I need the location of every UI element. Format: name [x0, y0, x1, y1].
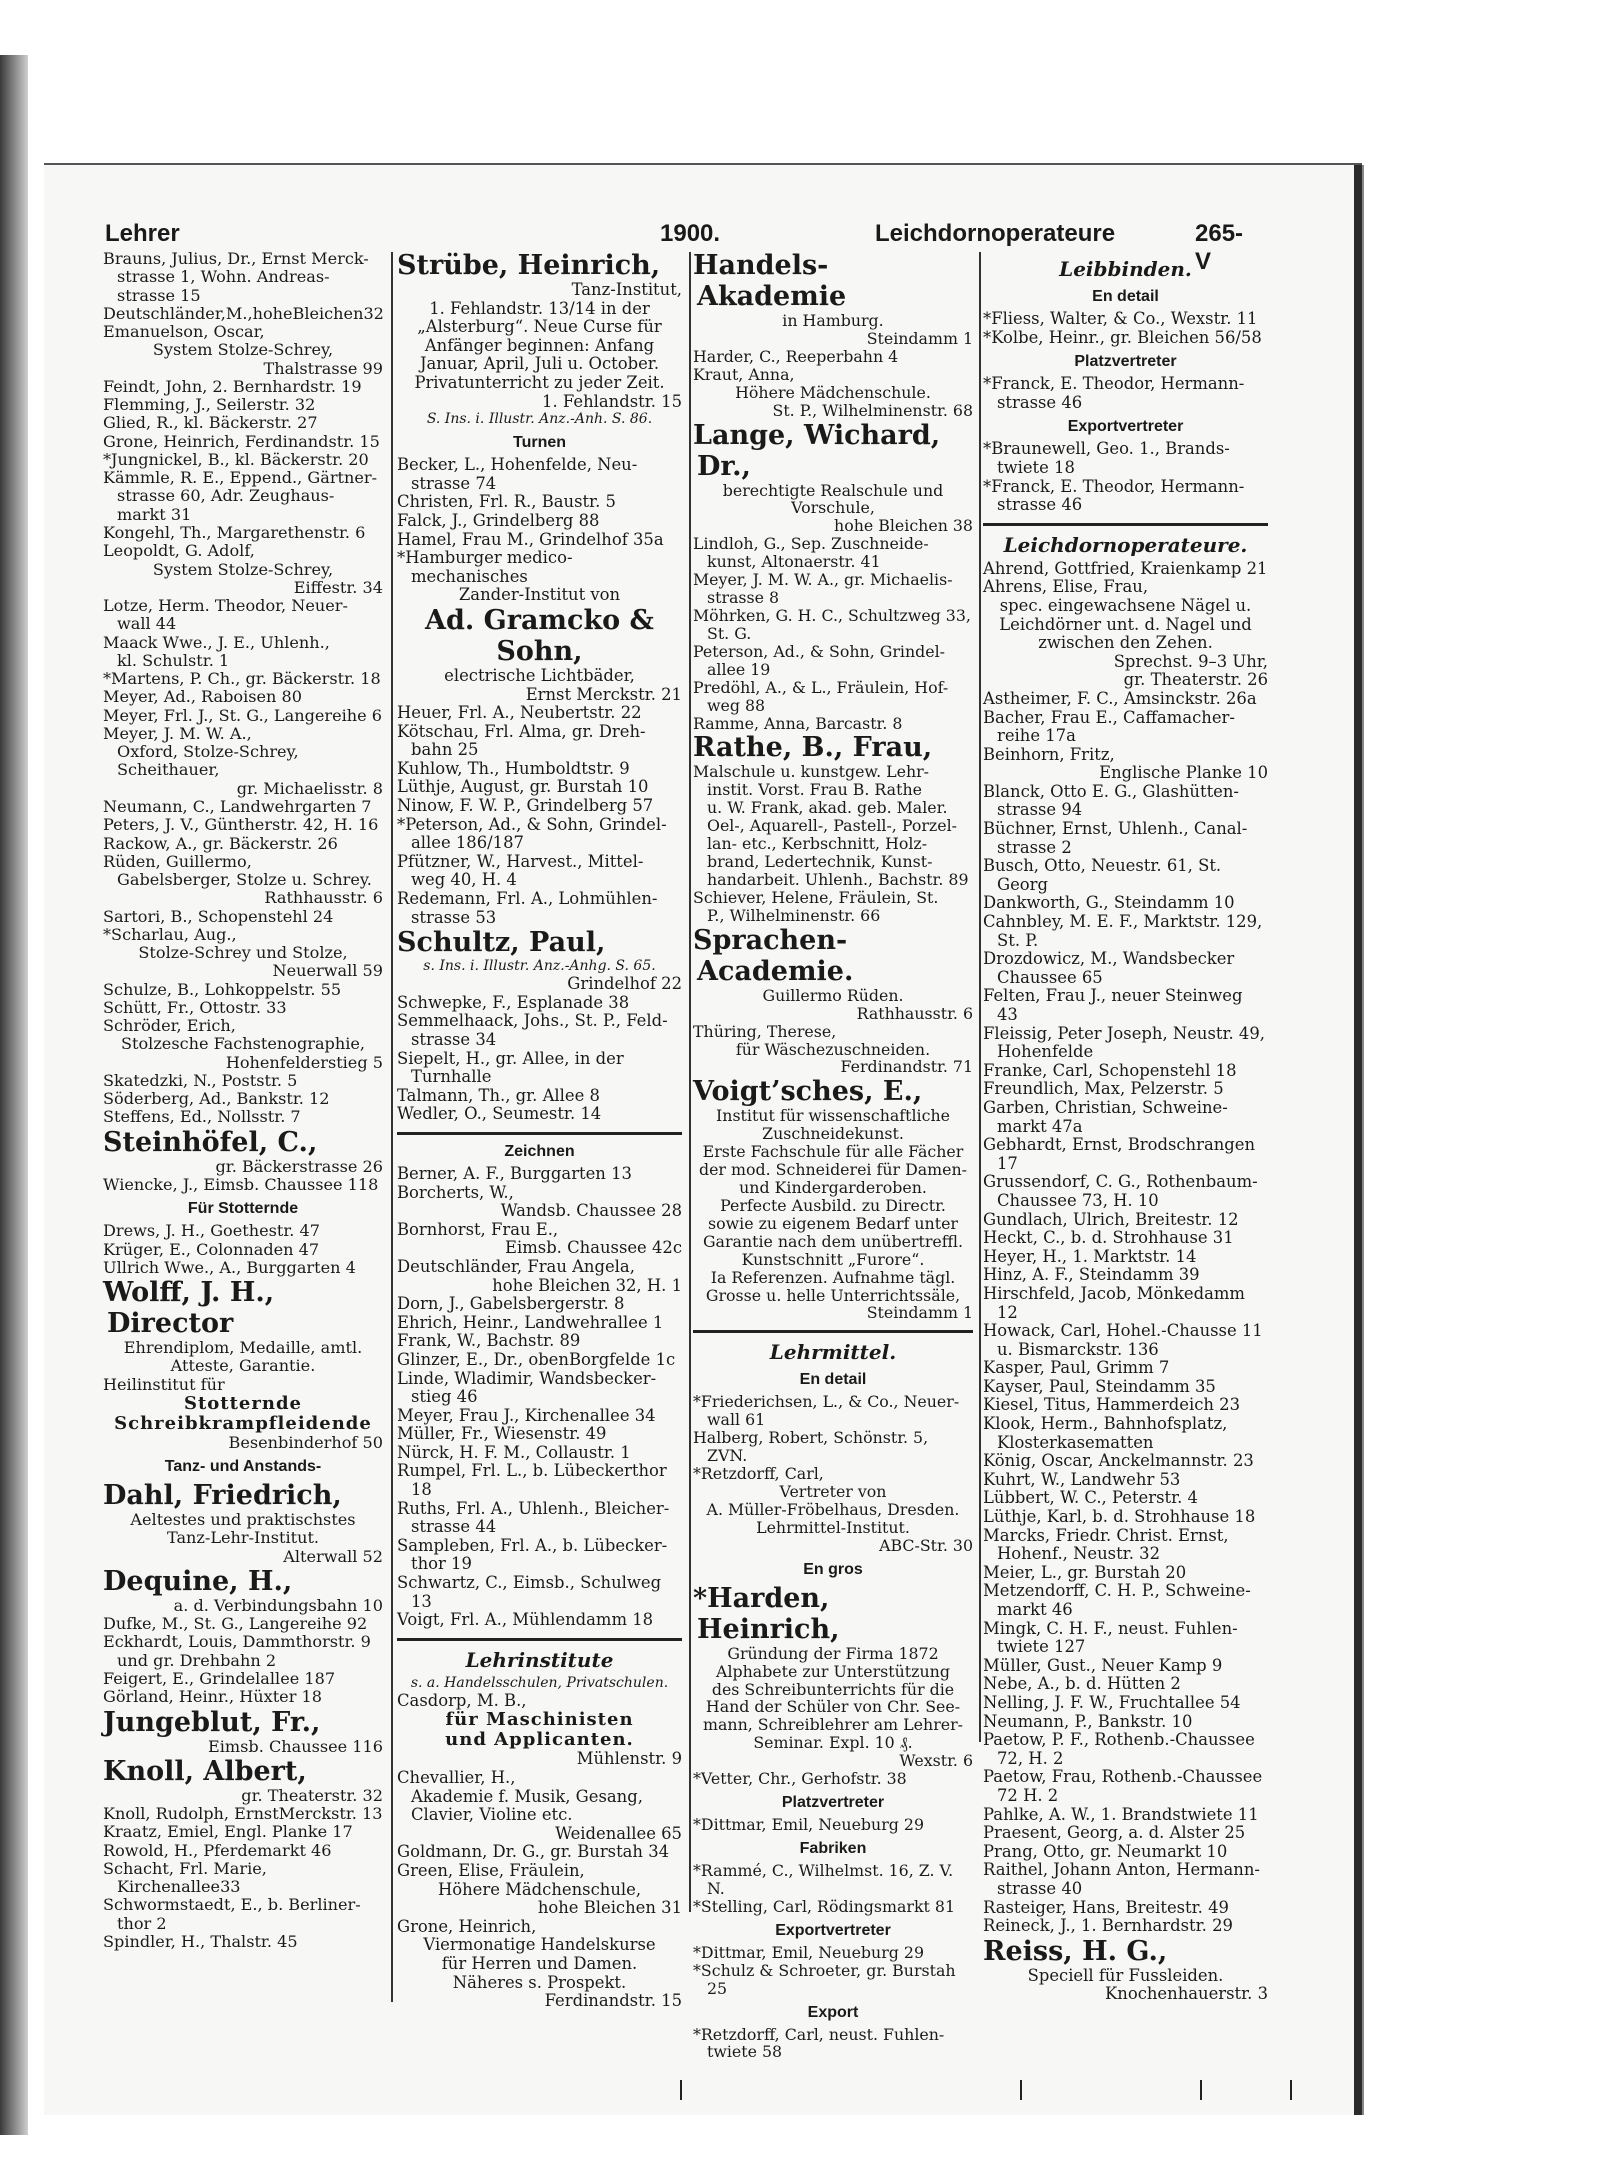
- directory-entry: Schiever, Helene, Fräulein, St. P., Wilhelminenstr. 66: [693, 887, 939, 925]
- directory-entry: Grone, Heinrich,: [397, 1916, 537, 1936]
- address-line: Wandsb. Chaussee 28: [500, 1201, 682, 1221]
- directory-entry: Hirschfeld, Jacob, Mönkedamm 12: [983, 1283, 1245, 1322]
- featured-entry: Rathe, B., Frau,: [693, 732, 933, 764]
- directory-entry: *Kolbe, Heinr., gr. Bleichen 56/58: [983, 327, 1262, 347]
- address-line: Eimsb. Chaussee 42c: [505, 1238, 682, 1258]
- address-line: Besenbinderhof 50: [228, 1432, 383, 1452]
- section-heading: En detail: [799, 1371, 867, 1389]
- directory-entry: Wedler, O., Seumestr. 14: [397, 1104, 602, 1124]
- directory-entry: Rackow, A., gr. Bäckerstr. 26: [103, 833, 338, 853]
- directory-entry: Feigert, E., Grindelallee 187: [103, 1669, 336, 1688]
- entry-description: Vertreter von A. Müller-Fröbelhaus, Dresden. Lehrmittel-Institut.: [706, 1482, 960, 1537]
- directory-entry: Rasteiger, Hans, Breitestr. 49: [983, 1897, 1229, 1917]
- entry-description: Höhere Mädchenschule.: [735, 382, 931, 402]
- directory-entry: *Peterson, Ad., & Sohn, Grindel- allee 186/187: [397, 814, 667, 853]
- directory-entry: Kiesel, Titus, Hammerdeich 23: [983, 1395, 1241, 1415]
- directory-entry: Neumann, C., Landwehrgarten 7: [103, 796, 372, 816]
- section-heading: Platzvertreter: [1074, 353, 1177, 371]
- directory-entry: Rowold, H., Pferdemarkt 46: [103, 1840, 332, 1860]
- featured-entry: Dahl, Friedrich,: [103, 1480, 342, 1512]
- directory-entry: *Franck, E. Theodor, Hermann- strasse 46: [983, 476, 1245, 515]
- section-heading: Zeichnen: [504, 1142, 575, 1160]
- category-title: Lehrmittel.: [769, 1340, 897, 1365]
- directory-entry: Schulze, B., Lohkoppelstr. 55: [103, 979, 342, 999]
- column-2: [397, 250, 682, 2011]
- directory-entry: Möhrken, G. H. C., Schultzweg 33, St. G.: [693, 605, 971, 643]
- directory-entry: *Stelling, Carl, Rödingsmarkt 81: [693, 1896, 956, 1916]
- address-line: Steindamm 1: [866, 328, 973, 348]
- address-line: Eiffestr. 34: [293, 577, 383, 597]
- directory-entry: Schwartz, C., Eimsb., Schulweg 13: [397, 1573, 662, 1611]
- address-line: Knochenhauerstr. 3: [1105, 1984, 1268, 2004]
- directory-entry: Meyer, Ad., Raboisen 80: [103, 687, 303, 707]
- directory-entry: Kasper, Paul, Grimm 7: [983, 1358, 1170, 1378]
- address-line: gr. Theaterstr. 26: [1123, 670, 1268, 690]
- column-divider: [391, 252, 393, 2002]
- address-line: Englische Planke 10: [1099, 763, 1268, 783]
- directory-entry: Skatedzki, N., Poststr. 5: [103, 1070, 298, 1090]
- section-heading: Exportvertreter: [775, 1921, 891, 1939]
- directory-entry: Dorn, J., Gabelsbergerstr. 8: [397, 1294, 625, 1314]
- entry-description: in Hamburg.: [782, 311, 884, 330]
- directory-entry: Chevallier, H., Akademie f. Musik, Gesang, Clavier, Violine etc.: [397, 1768, 643, 1825]
- featured-entry: Strübe, Heinrich,: [397, 250, 661, 281]
- directory-entry: Flemming, J., Seilerstr. 32: [103, 395, 316, 415]
- directory-entry: *Vetter, Chr., Gerhofstr. 38: [693, 1769, 907, 1789]
- featured-entry: Lange, Wichard, Dr.,: [693, 419, 941, 482]
- directory-entry: *Dittmar, Emil, Neueburg 29: [693, 1942, 924, 1962]
- directory-entry: Steffens, Ed., Nollsstr. 7: [103, 1107, 301, 1127]
- directory-entry: Meyer, Frl. J., St. G., Langereihe 6: [103, 705, 382, 725]
- directory-entry: Kuhrt, W., Landwehr 53: [983, 1469, 1181, 1489]
- directory-entry: Emanuelson, Oscar,: [103, 322, 265, 342]
- directory-entry: Prang, Otto, gr. Neumarkt 10: [983, 1841, 1228, 1861]
- address-line: Mühlenstr. 9: [576, 1749, 682, 1769]
- directory-entry: Franke, Carl, Schopenstehl 18: [983, 1060, 1237, 1080]
- directory-entry: Christen, Frl. R., Baustr. 5: [397, 492, 616, 512]
- address-line: Weidenallee 65: [555, 1823, 682, 1843]
- directory-entry: Hinz, A. F., Steindamm 39: [983, 1265, 1200, 1285]
- header-year: 1900.: [660, 220, 721, 247]
- address-line: hohe Bleichen 38: [834, 516, 973, 536]
- entry-description: für Wäschezuschneiden.: [735, 1039, 931, 1059]
- directory-entry: Goldmann, Dr. G., gr. Burstah 34: [397, 1842, 670, 1862]
- address-line: Hohenfelderstieg 5: [225, 1052, 383, 1072]
- directory-entry: Malschule u. kunstgew. Lehr- instit. Vorst. Frau B. Rathe u. W. Frank, akad. geb. Maler. Oel-, Aquarell-, Pastell-, Porzel- lan- etc., Kerbschnitt, Holz- brand, Ledertechnik, Kunst- handarbeit. Uhlenh., Bachstr. 89: [693, 762, 969, 889]
- directory-entry: Felten, Frau J., neuer Steinweg 43: [983, 986, 1243, 1024]
- address-line: Ferdinandstr. 71: [840, 1057, 973, 1077]
- entry-description: Zander-Institut von: [458, 585, 621, 605]
- address-line: St. P., Wilhelminenstr. 68: [772, 400, 973, 420]
- featured-entry: Wolff, J. H., Director: [103, 1277, 275, 1340]
- directory-entry: Redemann, Frl. A., Lohmühlen- strasse 53: [397, 889, 658, 927]
- featured-entry: Knoll, Albert,: [103, 1755, 307, 1787]
- directory-entry: *Hamburger medico-mechanisches: [397, 548, 573, 586]
- directory-entry: Bornhorst, Frau E.,: [397, 1219, 559, 1239]
- directory-entry: Marcks, Friedr. Christ. Ernst, Hohenf., Neustr. 32: [983, 1525, 1229, 1564]
- directory-entry: Wiencke, J., Eimsb. Chaussee 118: [103, 1175, 379, 1195]
- header-page-number: 265-V: [1195, 220, 1244, 275]
- directory-entry: Nürck, H. F. M., Collaustr. 1: [397, 1442, 631, 1462]
- section-rule: [983, 523, 1268, 526]
- directory-entry: Lindloh, G., Sep. Zuschneide- kunst, Altonaerstr. 41: [693, 534, 929, 572]
- address-line: a. d. Verbindungsbahn 10: [173, 1595, 383, 1615]
- address-line: Alterwall 52: [283, 1546, 383, 1566]
- directory-entry: *Retzdorff, Carl,: [693, 1464, 824, 1484]
- section-heading: Turnen: [512, 434, 567, 452]
- directory-entry: Schwormstaedt, E., b. Berliner- thor 2: [103, 1895, 361, 1933]
- directory-entry: Schröder, Erich,: [103, 1016, 236, 1036]
- scan-mark: [1290, 2080, 1292, 2100]
- address-line: Rathhausstr. 6: [856, 1003, 973, 1023]
- directory-entry: Gebhardt, Ernst, Brodschrangen 17: [983, 1135, 1256, 1173]
- directory-entry: Deutschländer, Frau Angela,: [397, 1256, 635, 1276]
- section-heading: En detail: [1092, 288, 1159, 305]
- directory-entry: Paetow, P. F., Rothenb.-Chaussee 72, H. 2: [983, 1730, 1255, 1768]
- directory-entry: Schütt, Fr., Ottostr. 33: [103, 997, 287, 1017]
- entry-description: berechtigte Realschule und Vorschule,: [722, 480, 944, 518]
- directory-entry: Grussendorf, C. G., Rothenbaum- Chaussee 73, H. 10: [983, 1172, 1258, 1210]
- directory-entry: Glinzer, E., Dr., obenBorgfelde 1c: [397, 1349, 676, 1369]
- entry-description: Aeltestes und praktischstes Tanz-Lehr-Institut.: [130, 1510, 356, 1548]
- directory-entry: Kämmle, R. E., Eppend., Gärtner- strasse 60, Adr. Zeughaus- markt 31: [103, 468, 378, 524]
- directory-entry: Meyer, J. M. W. A., Oxford, Stolze-Schrey, Scheithauer,: [103, 723, 299, 780]
- section-rule: [397, 1638, 682, 1641]
- featured-entry: Steinhöfel, C.,: [103, 1126, 318, 1158]
- directory-entry: Meyer, J. M. W. A., gr. Michaelis- strasse 8: [693, 570, 953, 608]
- directory-entry: Lübbert, W. C., Peterstr. 4: [983, 1488, 1198, 1508]
- directory-entry: Schwepke, F., Esplanade 38: [397, 992, 630, 1012]
- directory-entry: Falck, J., Grindelberg 88: [397, 510, 600, 530]
- directory-entry: Howack, Carl, Hohel.-Chausse 11 u. Bismarckstr. 136: [983, 1321, 1263, 1359]
- entry-description: Viermonatige Handelskurse für Herren und Damen. Näheres s. Prospekt.: [423, 1935, 656, 1992]
- directory-entry: Knoll, Rudolph, ErnstMerckstr. 13: [103, 1804, 383, 1824]
- entry-description: Speciell für Fussleiden.: [1027, 1965, 1224, 1985]
- directory-entry: *Martens, P. Ch., gr. Bäckerstr. 18: [103, 669, 381, 689]
- section-rule: [397, 1132, 682, 1135]
- directory-entry: Nelling, J. F. W., Fruchtallee 54: [983, 1692, 1241, 1712]
- directory-entry: Blanck, Otto E. G., Glashütten- strasse 94: [983, 781, 1239, 820]
- directory-entry: Dankworth, G., Steindamm 10: [983, 893, 1235, 913]
- directory-entry: Harder, C., Reeperbahn 4: [693, 346, 899, 366]
- directory-entry: *Franck, E. Theodor, Hermann- strasse 46: [983, 374, 1245, 412]
- directory-entry: *Rammé, C., Wilhelmst. 16, Z. V. N.: [693, 1861, 954, 1898]
- directory-entry: Spindler, H., Thalstr. 45: [103, 1931, 298, 1951]
- directory-entry: Lüthje, August, gr. Burstah 10: [397, 777, 649, 797]
- directory-entry: Peterson, Ad., & Sohn, Grindel- allee 19: [693, 641, 945, 679]
- address-line: 1. Fehlandstr. 15: [542, 391, 682, 411]
- directory-entry: Ruths, Frl. A., Uhlenh., Bleicher- strasse 44: [397, 1498, 670, 1537]
- directory-entry: Ramme, Anna, Barcastr. 8: [693, 713, 903, 733]
- directory-entry: Ahrens, Elise, Frau,: [983, 577, 1149, 597]
- directory-entry: Thüring, Therese,: [693, 1021, 837, 1041]
- address-line: gr. Michaelisstr. 8: [236, 778, 383, 798]
- directory-entry: Linde, Wladimir, Wandsbecker- stieg 46: [397, 1368, 657, 1407]
- directory-entry: Söderberg, Ad., Bankstr. 12: [103, 1089, 330, 1109]
- featured-entry: Sprachen-Academie.: [693, 924, 854, 987]
- directory-entry: Glied, R., kl. Bäckerstr. 27: [103, 413, 318, 433]
- directory-entry: Heuer, Frl. A., Neubertstr. 22: [397, 703, 642, 723]
- directory-entry: *Fliess, Walter, & Co., Wexstr. 11: [983, 309, 1258, 328]
- address-line: Rathhausstr. 6: [264, 888, 383, 908]
- directory-entry: Schacht, Frl. Marie, Kirchenallee33: [103, 1858, 267, 1897]
- address-line: hohe Bleichen 31: [537, 1898, 682, 1918]
- featured-entry: Jungeblut, Fr.,: [103, 1706, 321, 1738]
- scan-mark: [1020, 2080, 1022, 2100]
- entry-description: Stolze-Schrey und Stolze,: [138, 943, 348, 963]
- directory-entry: Büchner, Ernst, Uhlenh., Canal- strasse 2: [983, 819, 1248, 857]
- directory-entry: Becker, L., Hohenfelde, Neu- strasse 74: [397, 455, 638, 493]
- directory-entry: *Dittmar, Emil, Neueburg 29: [693, 1815, 924, 1835]
- directory-entry: Kayser, Paul, Steindamm 35: [983, 1376, 1216, 1396]
- directory-entry: *Retzdorff, Carl, neust. Fuhlen- twiete 58: [693, 2024, 945, 2062]
- directory-entry: Berner, A. F., Burggarten 13: [397, 1163, 632, 1183]
- entry-description: electrische Lichtbäder,: [444, 665, 635, 685]
- category-title: Leichdornoperateure.: [1003, 532, 1248, 557]
- section-heading: Platzvertreter: [781, 1794, 885, 1812]
- address-line: gr. Bäckerstrasse 26: [215, 1156, 383, 1176]
- directory-entry: Heckt, C., b. d. Strohhause 31: [983, 1228, 1234, 1248]
- entry-description: Guillermo Rüden.: [762, 985, 904, 1005]
- address-line: Wexstr. 6: [899, 1751, 973, 1771]
- featured-entry: *Harden, Heinrich,: [693, 1582, 840, 1645]
- directory-entry: Voigt, Frl. A., Mühlendamm 18: [397, 1610, 654, 1630]
- address-line: Sprechst. 9–3 Uhr,: [1113, 651, 1268, 671]
- address-line: Tanz-Institut,: [571, 280, 682, 299]
- scan-mark: [680, 2080, 682, 2100]
- directory-entry: Eckhardt, Louis, Dammthorstr. 9 und gr. Drehbahn 2: [103, 1632, 371, 1670]
- entry-description: Institut für wissenschaftliche Zuschneidekunst. Erste Fachschule für alle Fächer der mod. Schneiderei für Damen- und Kindergarderoben. Perfecte Ausbild. zu Directr. sowie zu eigenem Bedarf unter Garantie nach dem unübertreffl. Kunstschnitt „Furore“. Ia Referenzen. Aufnahme tägl. Grosse u. helle Unterrichtssäle,: [698, 1106, 968, 1305]
- directory-entry: Feindt, John, 2. Bernhardstr. 19: [103, 376, 362, 396]
- directory-entry: Praesent, Georg, a. d. Alster 25: [983, 1823, 1246, 1843]
- directory-entry: Casdorp, M. B.,: [397, 1690, 527, 1710]
- directory-entry: Gundlach, Ulrich, Breitestr. 12: [983, 1209, 1239, 1229]
- emphasized-text: Stotternde Schreibkrampfleidende: [114, 1392, 372, 1434]
- emphasized-text: für Maschinisten und Applicanten.: [445, 1709, 634, 1751]
- column-3: [693, 250, 973, 2061]
- directory-entry: Ehrich, Heinr., Landwehrallee 1: [397, 1312, 664, 1332]
- directory-entry: Fleissig, Peter Joseph, Neustr. 49, Hohenfelde: [983, 1023, 1265, 1062]
- directory-entry: Heilinstitut für: [103, 1374, 225, 1394]
- column-4: [983, 250, 1268, 2004]
- directory-entry: Dufke, M., St. G., Langereihe 92: [103, 1614, 368, 1634]
- directory-entry: *Friederichsen, L., & Co., Neuer- wall 61: [693, 1392, 960, 1430]
- category-title: Leibbinden.: [1059, 257, 1192, 281]
- directory-entry: Ullrich Wwe., A., Burggarten 4: [103, 1257, 356, 1277]
- directory-entry: Kraatz, Emiel, Engl. Planke 17: [103, 1822, 353, 1842]
- address-line: Thalstrasse 99: [263, 358, 383, 378]
- featured-entry: Ad. Gramcko & Sohn,: [425, 604, 654, 667]
- directory-entry: Heyer, H., 1. Marktstr. 14: [983, 1246, 1197, 1266]
- directory-entry: Frank, W., Bachstr. 89: [397, 1331, 581, 1351]
- address-line: Eimsb. Chaussee 116: [208, 1736, 383, 1756]
- directory-entry: Meyer, Frau J., Kirchenallee 34: [397, 1405, 656, 1425]
- directory-entry: Pahlke, A. W., 1. Brandstwiete 11: [983, 1804, 1259, 1824]
- directory-entry: Reineck, J., 1. Bernhardstr. 29: [983, 1916, 1233, 1936]
- directory-entry: Rüden, Guillermo, Gabelsberger, Stolze u. Schrey.: [103, 851, 372, 890]
- directory-entry: Kuhlow, Th., Humboldtstr. 9: [397, 758, 630, 778]
- directory-entry: Ninow, F. W. P., Grindelberg 57: [397, 796, 654, 816]
- address-line: Ferdinandstr. 15: [544, 1991, 682, 2011]
- directory-entry: Hamel, Frau M., Grindelhof 35a: [397, 529, 664, 549]
- section-heading: En gros: [803, 1560, 863, 1578]
- address-line: Grindelhof 22: [567, 974, 682, 994]
- entry-description: Stolzesche Fachstenographie,: [120, 1034, 365, 1054]
- directory-entry: *Schulz & Schroeter, gr. Burstah 25: [693, 1960, 956, 1998]
- header-right-keyword: Leichdornoperateure: [875, 220, 1116, 247]
- directory-entry: Green, Elise, Fräulein,: [397, 1860, 585, 1880]
- entry-description: System Stolze-Schrey,: [152, 340, 334, 360]
- directory-entry: Maack Wwe., J. E., Uhlenh., kl. Schulstr. 1: [103, 632, 330, 670]
- directory-entry: Grone, Heinrich, Ferdinandstr. 15: [103, 431, 380, 451]
- section-rule: [693, 1330, 973, 1333]
- featured-entry: Dequine, H.,: [103, 1565, 293, 1597]
- directory-entry: Sartori, B., Schopenstehl 24: [103, 906, 334, 926]
- directory-entry: Drews, J. H., Goethestr. 47: [103, 1221, 320, 1241]
- directory-entry: Ahrend, Gottfried, Kraienkamp 21: [983, 558, 1268, 578]
- directory-entry: Görland, Heinr., Hüxter 18: [103, 1687, 322, 1707]
- entry-description: Ehrendiplom, Medaille, amtl. Atteste, Garantie.: [123, 1338, 363, 1376]
- directory-entry: Halberg, Robert, Schönstr. 5, ZVN.: [693, 1428, 929, 1466]
- entry-description: Gründung der Firma 1872 Alphabete zur Unterstützung des Schreibunterrichts für die Hand der Schüler von Chr. See- mann, Schreiblehrer am Lehrer- Seminar. Expl. 10 ₰.: [703, 1643, 963, 1753]
- directory-entry: Deutschländer,M.,hoheBleichen32: [103, 303, 384, 323]
- directory-entry: Astheimer, F. C., Amsinckstr. 26a: [983, 688, 1257, 708]
- directory-entry: Predöhl, A., & L., Fräulein, Hof- weg 88: [693, 677, 949, 715]
- cross-reference-note: s. Ins. i. Illustr. Anz.-Anhg. S. 65.: [423, 958, 656, 975]
- address-line: Steindamm 1: [866, 1303, 973, 1323]
- address-line: gr. Theaterstr. 32: [241, 1785, 383, 1805]
- section-heading: Fabriken: [799, 1840, 867, 1857]
- directory-entry: *Jungnickel, B., kl. Bäckerstr. 20: [103, 449, 369, 469]
- section-heading: Export: [807, 2003, 859, 2021]
- entry-description: System Stolze-Schrey,: [152, 559, 334, 579]
- directory-entry: Siepelt, H., gr. Allee, in der Turnhalle: [397, 1048, 624, 1087]
- address-line: hohe Bleichen 32, H. 1: [492, 1275, 682, 1295]
- directory-entry: König, Oscar, Anckelmannstr. 23: [983, 1451, 1254, 1471]
- directory-entry: Krüger, E., Colonnaden 47: [103, 1239, 320, 1259]
- directory-entry: Pfützner, W., Harvest., Mittel- weg 40, H. 4: [397, 851, 644, 890]
- cross-reference-note: s. a. Handelsschulen, Privatschulen.: [410, 1674, 669, 1691]
- column-1: [103, 250, 383, 1951]
- featured-entry: Voigt’sches, E.,: [693, 1076, 923, 1108]
- entry-description: spec. eingewachsene Nägel u. Leichdörner unt. d. Nagel und zwischen den Zehen.: [999, 595, 1252, 653]
- featured-entry: Reiss, H. G.,: [983, 1935, 1168, 1967]
- directory-entry: Nebe, A., b. d. Hütten 2: [983, 1674, 1181, 1694]
- section-heading: Für Stotternde: [187, 1200, 299, 1218]
- cross-reference-note: S. Ins. i. Illustr. Anz.-Anh. S. 86.: [426, 411, 653, 428]
- address-line: Neuerwall 59: [272, 961, 383, 981]
- directory-entry: Drozdowicz, M., Wandsbecker Chaussee 65: [983, 949, 1235, 987]
- directory-entry: Rumpel, Frl. L., b. Lübeckerthor 18: [397, 1461, 667, 1500]
- directory-entry: Freundlich, Max, Pelzerstr. 5: [983, 1079, 1224, 1099]
- directory-entry: Kongehl, Th., Margarethenstr. 6: [103, 522, 366, 542]
- directory-entry: Metzendorff, C. H. P., Schweine- markt 46: [983, 1581, 1251, 1619]
- featured-entry: Handels-Akademie: [693, 250, 847, 312]
- directory-entry: Raithel, Johann Anton, Hermann- strasse 40: [983, 1860, 1260, 1898]
- category-title: Lehrinstitute: [465, 1647, 614, 1672]
- directory-entry: Talmann, Th., gr. Allee 8: [397, 1085, 600, 1105]
- directory-entry: Brauns, Julius, Dr., Ernst Merck- strasse 1, Wohn. Andreas- strasse 15: [103, 249, 369, 305]
- directory-entry: Bacher, Frau E., Caffamacher- reihe 17a: [983, 707, 1235, 746]
- directory-entry: Meier, L., gr. Burstah 20: [983, 1562, 1187, 1582]
- entry-description: Höhere Mädchenschule,: [437, 1879, 642, 1899]
- directory-entry: Klook, Herm., Bahnhofsplatz, Klosterkasematten: [983, 1414, 1228, 1452]
- directory-entry: Sampleben, Frl. A., b. Lübecker- thor 19: [397, 1535, 668, 1574]
- featured-entry: Schultz, Paul,: [397, 927, 606, 959]
- address-line: Ernst Merckstr. 21: [525, 684, 682, 704]
- scan-mark: [1200, 2080, 1202, 2100]
- column-divider: [689, 252, 691, 1912]
- directory-entry: Cahnbley, M. E. F., Marktstr. 129, St. P.: [983, 912, 1263, 950]
- directory-entry: Paetow, Frau, Rothenb.-Chaussee 72 H. 2: [983, 1767, 1263, 1805]
- section-heading: Tanz- und Anstands-: [164, 1458, 322, 1476]
- header-left-keyword: Lehrer: [105, 220, 180, 247]
- directory-entry: *Scharlau, Aug.,: [103, 924, 237, 944]
- directory-entry: Müller, Gust., Neuer Kamp 9: [983, 1655, 1223, 1675]
- directory-entry: Semmelhaack, Johs., St. P., Feld- strasse 34: [397, 1011, 668, 1049]
- book-binding-edge: [0, 55, 28, 2135]
- directory-entry: Mingk, C. H. F., neust. Fuhlen- twiete 127: [983, 1618, 1238, 1657]
- directory-entry: Borcherts, W.,: [397, 1182, 514, 1202]
- directory-entry: Müller, Fr., Wiesenstr. 49: [397, 1424, 607, 1444]
- directory-entry: Beinhorn, Fritz,: [983, 744, 1115, 764]
- directory-entry: *Braunewell, Geo. 1., Brands- twiete 18: [983, 439, 1230, 477]
- directory-entry: Kraut, Anna,: [693, 364, 795, 384]
- directory-entry: Busch, Otto, Neuestr. 61, St. Georg: [983, 856, 1222, 894]
- address-line: ABC-Str. 30: [879, 1535, 973, 1555]
- directory-entry: Lotze, Herm. Theodor, Neuer- wall 44: [103, 596, 348, 634]
- directory-entry: Leopoldt, G. Adolf,: [103, 541, 255, 561]
- column-divider: [979, 252, 981, 1742]
- directory-entry: Peters, J. V., Güntherstr. 42, H. 16: [103, 815, 379, 835]
- directory-entry: Neumann, P., Bankstr. 10: [983, 1711, 1193, 1731]
- entry-description: 1. Fehlandstr. 13/14 in der „Alsterburg“. Neue Curse für Anfänger beginnen: Anfang Januar, April, Juli u. October. Privatunterricht zu jeder Zeit.: [414, 298, 665, 392]
- directory-entry: Kötschau, Frl. Alma, gr. Dreh- bahn 25: [397, 721, 646, 760]
- directory-entry: Garben, Christian, Schweine- markt 47a: [983, 1097, 1228, 1136]
- section-heading: Exportvertreter: [1067, 418, 1184, 436]
- directory-entry: Lüthje, Karl, b. d. Strohhause 18: [983, 1507, 1256, 1527]
